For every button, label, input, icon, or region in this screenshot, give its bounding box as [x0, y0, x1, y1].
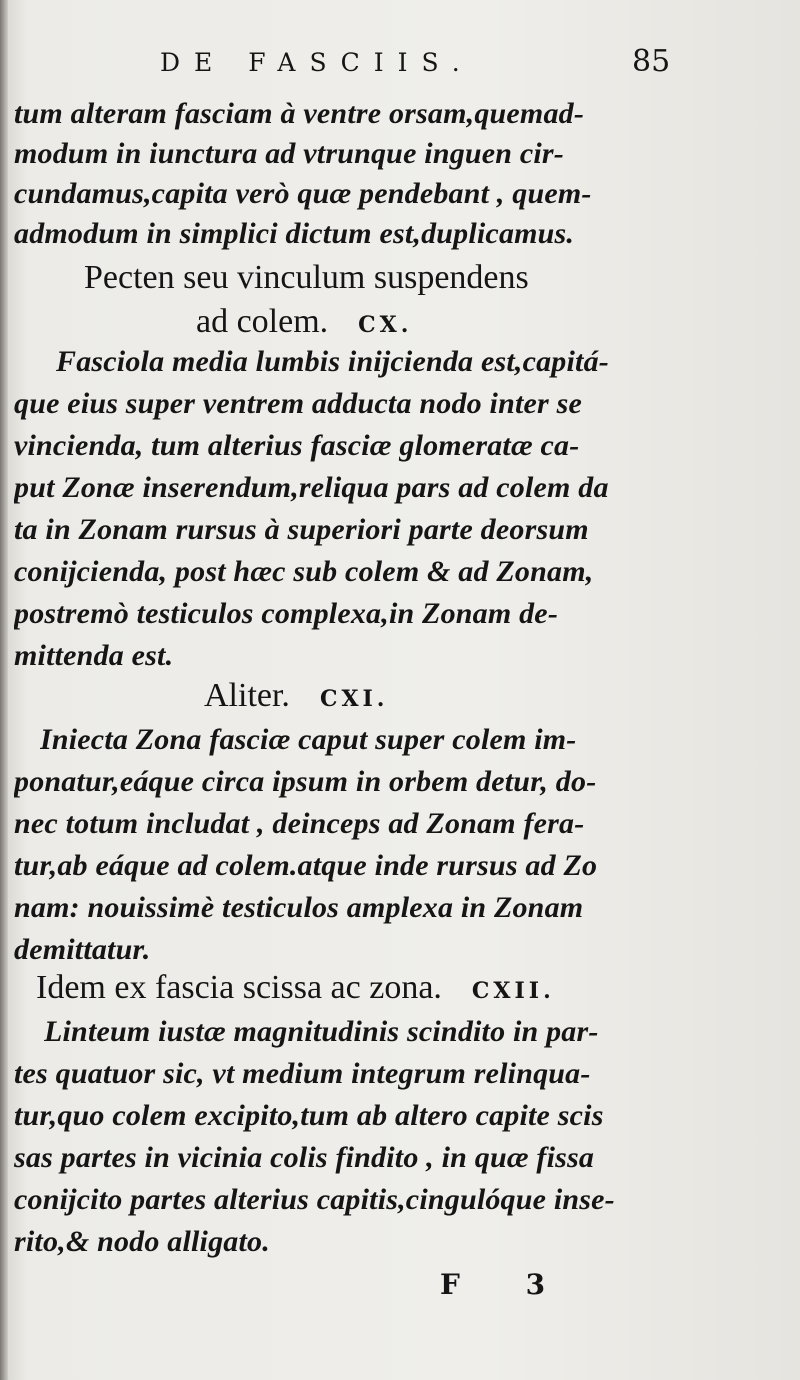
running-head	[0, 44, 800, 84]
section-heading-text: ad colem.	[196, 303, 329, 340]
text-line: tes quatuor sic, vt medium integrum relinqua-	[14, 1057, 591, 1090]
text-line: tur,quo colem excipito,tum ab altero capite scis	[14, 1099, 604, 1132]
text-line: nec totum includat , deinceps ad Zonam fera-	[14, 807, 585, 840]
text-line: Fasciola media lumbis inijcienda est,capitá-	[56, 345, 609, 378]
text-line: ta in Zonam rursus à superiori parte deorsum	[14, 513, 589, 546]
text-line: tum alteram fasciam à ventre orsam,quemad-	[14, 97, 585, 130]
text-line: mittenda est.	[14, 639, 174, 672]
text-line: conijcito partes alterius capitis,cingulóque inse-	[14, 1183, 615, 1216]
text-line: que eius super ventrem adducta nodo inter se	[14, 387, 582, 420]
page-number: 85	[632, 44, 671, 79]
section-heading-text: Idem ex fascia scissa ac zona.	[36, 969, 442, 1006]
text-line: tur,ab eáque ad colem.atque inde rursus ad Zo	[14, 849, 598, 882]
section-number: CXI.	[319, 686, 389, 712]
text-line: cundamus,capita verò quæ pendebant , quem-	[14, 177, 592, 210]
text-line: put Zonæ inserendum,reliqua pars ad colem da	[14, 471, 609, 504]
section-number: CXII.	[471, 978, 555, 1004]
text-line: ponatur,eáque circa ipsum in orbem detur, do-	[14, 765, 597, 798]
text-line: nam: nouissimè testiculos amplexa in Zonam	[14, 891, 584, 924]
signature-mark: F 3	[440, 1268, 574, 1301]
text-line: rito,& nodo alligato.	[14, 1225, 270, 1258]
text-line: Linteum iustæ magnitudinis scindito in par-	[44, 1015, 599, 1048]
text-line: conijcienda, post hæc sub colem & ad Zonam,	[14, 555, 594, 588]
section-heading-line2	[196, 302, 636, 344]
section-heading	[204, 676, 644, 718]
text-line: postremò testiculos complexa,in Zonam de-	[14, 597, 559, 630]
text-line: admodum in simplici dictum est,duplicamus.	[14, 217, 575, 250]
text-line: modum in iunctura ad vtrunque inguen cir-	[14, 137, 565, 170]
text-line: demittatur.	[14, 933, 151, 966]
section-heading: Pecten seu vinculum suspendens	[84, 259, 529, 296]
running-head-title: DE FASCIIS.	[160, 48, 474, 77]
section-heading	[36, 968, 656, 1010]
text-line: Iniecta Zona fasciæ caput super colem im-	[40, 723, 577, 756]
section-number: CX.	[358, 312, 413, 338]
page-gutter-shadow	[0, 0, 8, 1380]
section-heading-text: Aliter.	[204, 677, 290, 714]
text-line: sas partes in vicinia colis findito , in quæ fissa	[14, 1141, 595, 1174]
text-line: vincienda, tum alterius fasciæ glomeratæ ca-	[14, 429, 580, 462]
